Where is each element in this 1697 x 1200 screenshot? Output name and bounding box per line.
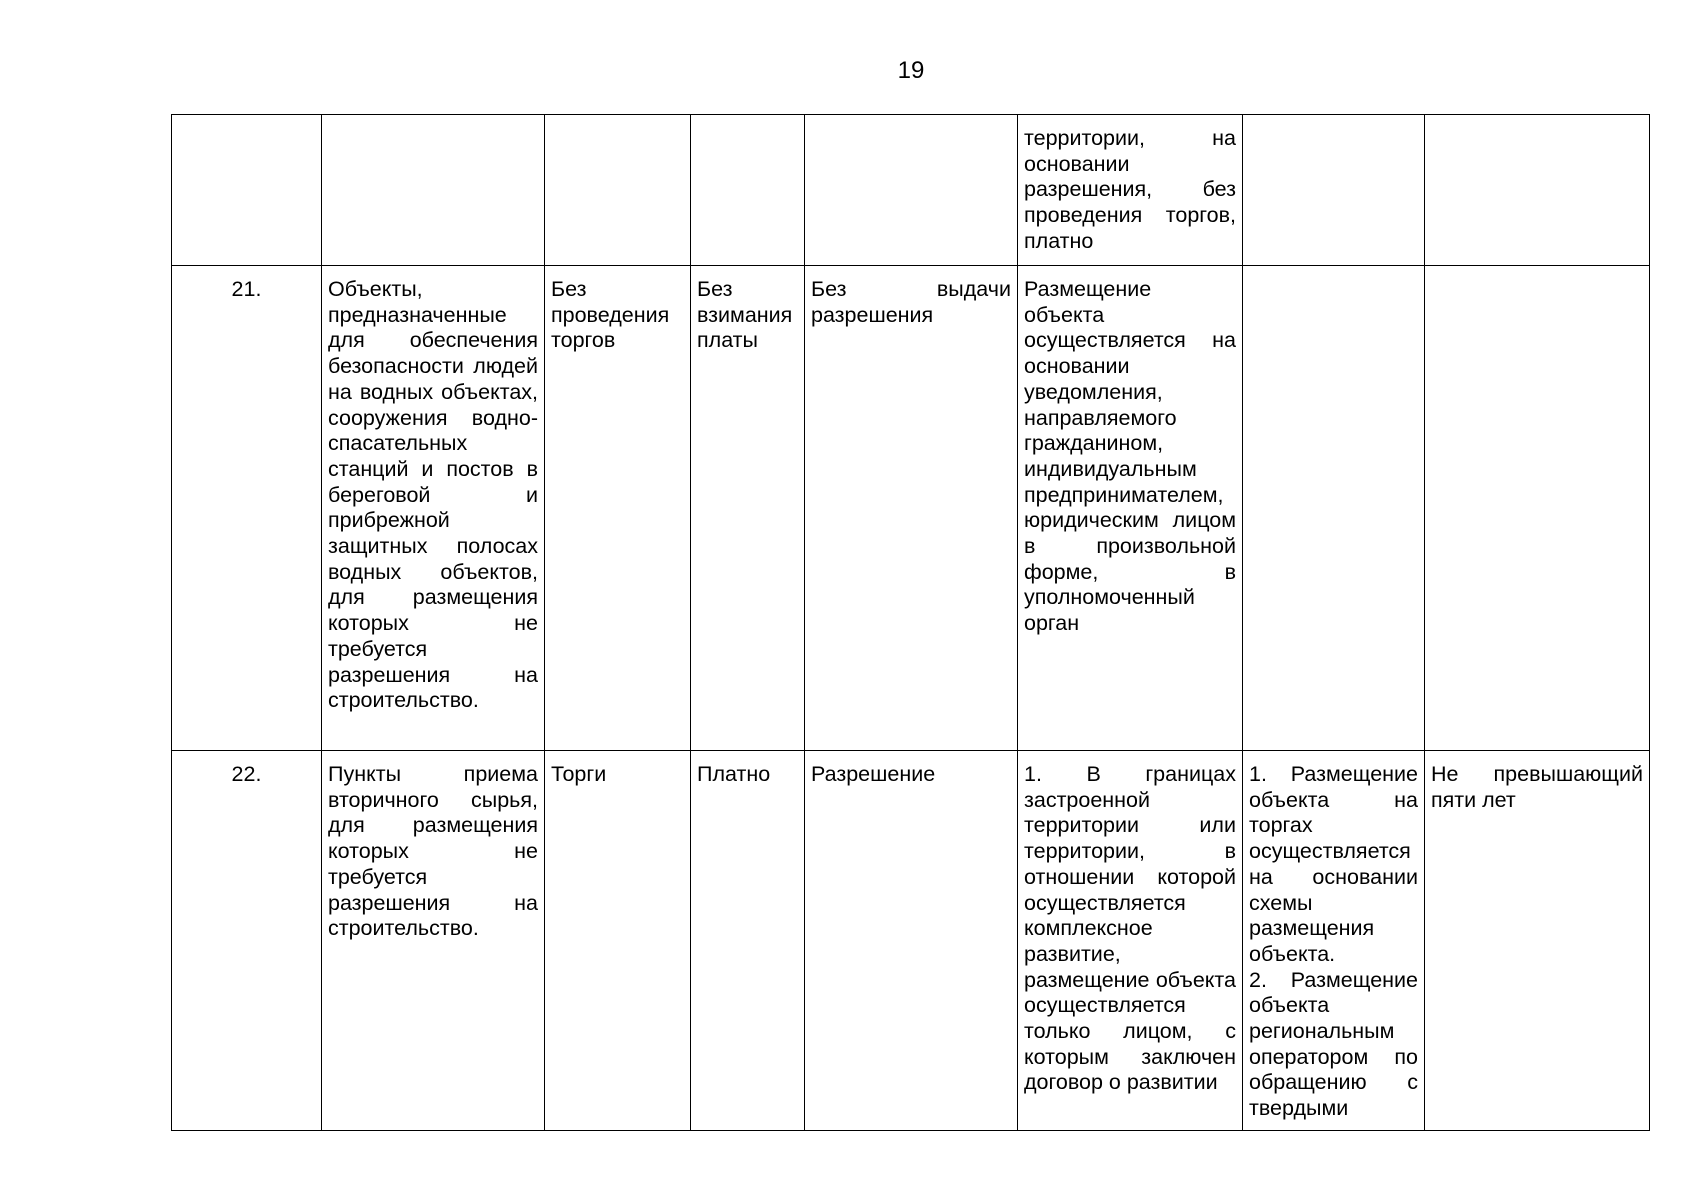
conditions-cell: 1. В границах застроенной территории или территории, в отношении которой осуществляется комплексное развитие, размещение объекта осуществляется только лицом, с которым заключен договор о развитии [1018, 751, 1243, 1131]
term-cell [1425, 115, 1650, 266]
procedure-cell: Без проведения торгов [545, 266, 691, 751]
conditions-cell: Размещение объекта осуществляется на основании уведомления, направляемого гражданином, индивидуальным предпринимателем, юридическим лицом в произвольной форме, в уполномоченный орган [1018, 266, 1243, 751]
permission-cell: Разрешение [805, 751, 1018, 1131]
placement-cell [1243, 266, 1425, 751]
placement-cell: 1. Размещение объекта на торгах осуществляется на основании схемы размещения объекта. 2. Размещение объекта региональным оператором по обращению с твердыми [1243, 751, 1425, 1131]
term-cell: Не превышающий пяти лет [1425, 751, 1650, 1131]
permission-cell [805, 115, 1018, 266]
permission-cell: Без выдачи разрешения [805, 266, 1018, 751]
payment-cell [691, 115, 805, 266]
table-row [172, 266, 1650, 751]
placement-cell [1243, 115, 1425, 266]
row-number-cell: 21. [172, 266, 322, 751]
table-row [172, 751, 1650, 1131]
object-cell: Пункты приема вторичного сырья, для размещения которых не требуется разрешения на строительство. [322, 751, 545, 1131]
regulation-table [171, 114, 1650, 1131]
row-number-cell [172, 115, 322, 266]
row-number-cell: 22. [172, 751, 322, 1131]
object-cell [322, 115, 545, 266]
conditions-cell: территории, на основании разрешения, без проведения торгов, платно [1018, 115, 1243, 266]
payment-cell: Без взимания платы [691, 266, 805, 751]
object-cell: Объекты, предназначенные для обеспечения безопасности людей на водных объектах, сооружения водно-спасательных станций и постов в береговой и прибрежной защитных полосах водных объектов, для размещения которых не требуется разрешения на строительство. [322, 266, 545, 751]
procedure-cell [545, 115, 691, 266]
procedure-cell: Торги [545, 751, 691, 1131]
page-number: 19 [897, 57, 925, 84]
table-row [172, 115, 1650, 266]
term-cell [1425, 266, 1650, 751]
payment-cell: Платно [691, 751, 805, 1131]
